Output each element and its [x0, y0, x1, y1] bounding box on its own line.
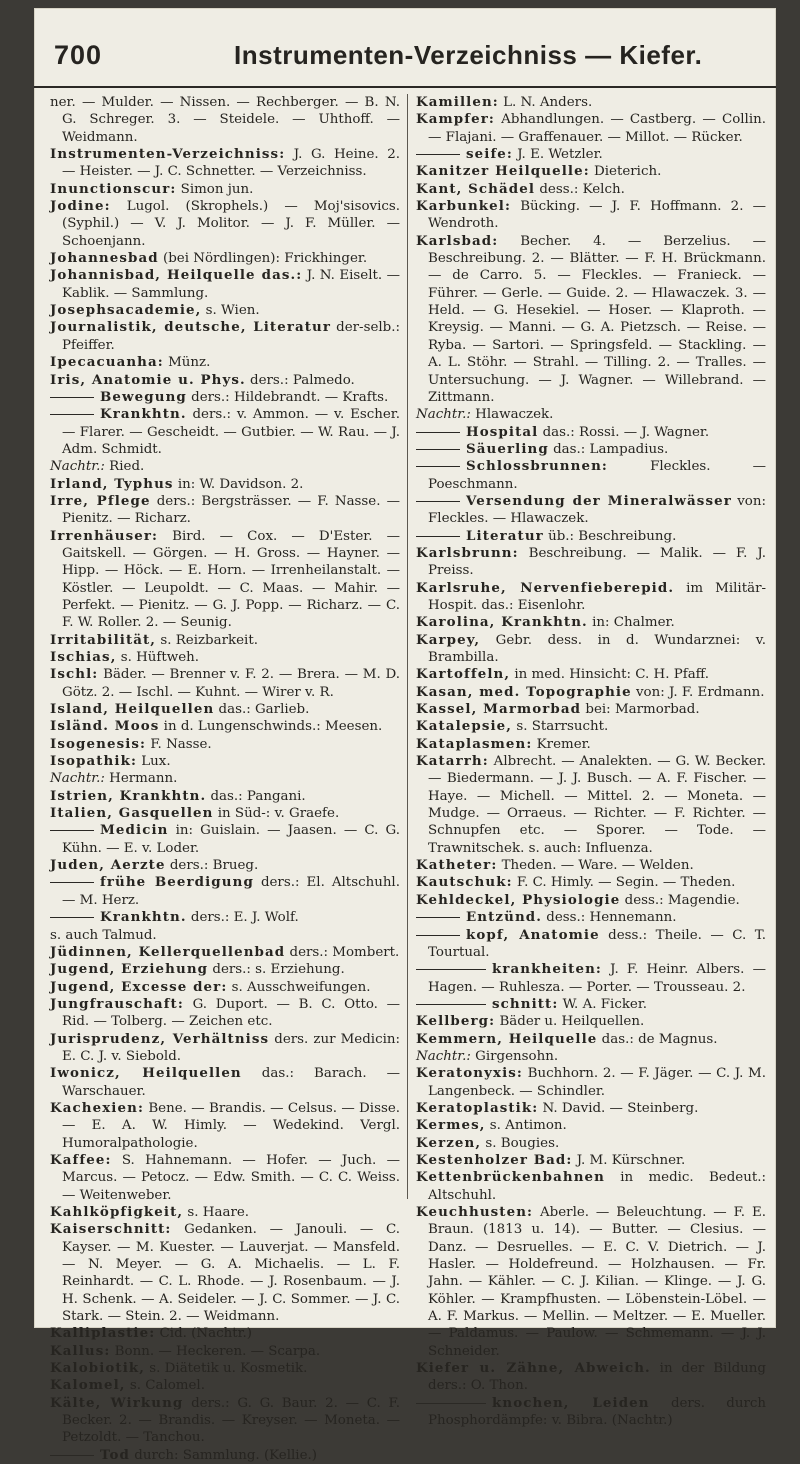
- entry-keyword: Kampfer:: [416, 111, 495, 128]
- entry-keyword: Katalepsie,: [416, 718, 513, 735]
- entry-text: dess.: Hennemann.: [542, 910, 677, 926]
- index-entry: [416, 701, 766, 718]
- entry-keyword: knochen, Leiden: [492, 1394, 650, 1411]
- entry-keyword: Josephsacademie,: [50, 302, 202, 319]
- entry-keyword: Johannesbad: [50, 250, 159, 267]
- index-entry: [416, 94, 766, 111]
- ditto-rule: [416, 432, 460, 433]
- entry-text: üb.: Beschreibung.: [543, 528, 677, 544]
- entry-text: (bei Nördlingen): Frickhinger.: [158, 251, 368, 267]
- index-entry: [50, 666, 400, 701]
- index-entry: [50, 302, 400, 319]
- entry-keyword: Kartoffeln,: [416, 666, 511, 683]
- index-entry: [50, 181, 400, 198]
- entry-text: bei: Marmorbad.: [581, 702, 700, 718]
- index-entry: [416, 718, 766, 735]
- index-entry: [50, 354, 400, 371]
- entry-keyword: Kant, Schädel: [416, 180, 536, 197]
- entry-keyword: Kautschuk:: [416, 874, 513, 891]
- ditto-rule: [50, 1455, 94, 1456]
- index-entry: [50, 753, 400, 770]
- index-entry: [50, 979, 400, 996]
- entry-keyword: Juden, Aerzte: [50, 857, 166, 874]
- entry-text: Bücking. — J. F. Hoffmann. 2. — Wendroth.: [428, 199, 766, 232]
- entry-keyword: Johannisbad, Heilquelle das.:: [50, 267, 303, 284]
- entry-text: ders.: Brueg.: [165, 858, 259, 874]
- entry-text: ders. zur Medicin: E. C. J. v. Siebold.: [62, 1031, 400, 1064]
- index-entry: [416, 441, 766, 458]
- entry-keyword: Keuchhusten:: [416, 1204, 534, 1220]
- index-entry: [50, 961, 400, 978]
- entry-keyword: Karpey,: [416, 631, 481, 648]
- entry-text: ders.: El. Altschuhl. — M. Herz.: [62, 875, 400, 908]
- addendum-label: Nachtr.:: [50, 459, 105, 475]
- entry-text: ders. durch Phosphordämpfe: v. Bibra. (Nachtr.): [428, 1395, 766, 1429]
- entry-keyword: Schlossbrunnen:: [466, 458, 608, 475]
- index-entry: [416, 892, 766, 909]
- ditto-rule: [50, 917, 94, 918]
- entry-text: J. E. Wetzler.: [512, 147, 603, 163]
- page-header: [34, 38, 776, 88]
- entry-text: L. N. Anders.: [498, 95, 593, 110]
- entry-text: Dieterich.: [589, 164, 662, 180]
- ditto-rule: [50, 882, 94, 883]
- entry-text: Ried.: [104, 459, 145, 475]
- index-entry: [50, 632, 400, 649]
- entry-keyword: Kachexien:: [50, 1099, 144, 1116]
- index-entry: [416, 753, 766, 857]
- entry-keyword: Journalistik, deutsche, Literatur: [50, 319, 332, 336]
- entry-text: J. F. Heinr. Albers. — Hagen. — Ruhlesza. — Porter. — Trousseau. 2.: [428, 962, 766, 995]
- entry-keyword: seife:: [466, 146, 513, 163]
- entry-keyword: Karbunkel:: [416, 198, 512, 215]
- index-entry: [50, 1221, 400, 1325]
- entry-keyword: Kataplasmen:: [416, 735, 533, 752]
- entry-text: in der Bildung ders.: O. Thon.: [428, 1361, 766, 1394]
- ditto-rule: [416, 449, 460, 450]
- entry-text: s. Hüftweh.: [116, 650, 200, 665]
- entry-text: F. C. Himly. — Segin. — Theden.: [512, 875, 736, 891]
- entry-text: G. Duport. — B. C. Otto. — Rid. — Tolberg. — Zeichen etc.: [62, 996, 400, 1030]
- entry-text: in medic. Bedeut.: Altschuhl.: [428, 1170, 766, 1203]
- entry-keyword: Kalomel,: [50, 1377, 126, 1394]
- entry-text: Münz.: [163, 355, 211, 371]
- entry-text: von: Fleckles. — Hlawaczek.: [428, 493, 766, 527]
- ditto-rule: [416, 154, 460, 155]
- index-entry: [416, 1048, 766, 1065]
- entry-text: Kremer.: [532, 736, 591, 752]
- index-entry: [50, 1100, 400, 1152]
- entry-keyword: Isländ. Moos: [50, 718, 160, 735]
- index-entry: [50, 1152, 400, 1204]
- entry-text: Beschreibung. — Malik. — F. J. Preiss.: [428, 545, 766, 579]
- entry-keyword: Kassel, Marmorbad: [416, 701, 582, 718]
- entry-text: in d. Lungenschwinds.: Meesen.: [159, 719, 383, 735]
- index-entry: [416, 198, 766, 233]
- index-entry: [50, 701, 400, 718]
- ditto-rule: [416, 1004, 486, 1005]
- entry-text: Bird. — Cox. — D'Ester. — Gaitskell. — Görgen. — H. Gross. — Hayner. — Hipp. — Höck. — E. Horn. — Irrenheilanstalt. — Köstler. — Leupoldt. — C. Maas. — Mahir. — Perfekt. — Pienitz. — G. J. Popp. — Richarz. — C. F. W. Roller. 2. — Seunig.: [62, 528, 400, 631]
- entry-text: Bene. — Brandis. — Celsus. — Disse. — E. A. W. Himly. — Wedekind. Vergl. Humoralpathologie.: [62, 1100, 400, 1151]
- entry-keyword: Ischias,: [50, 649, 117, 665]
- page-number: 700: [54, 40, 103, 70]
- entry-keyword: Italien, Gasquellen: [50, 805, 214, 822]
- entry-keyword: kopf, Anatomie: [466, 926, 600, 943]
- entry-keyword: Irland, Typhus: [50, 475, 174, 492]
- entry-text: durch: Sammlung. (Kellie.): [130, 1447, 317, 1463]
- entry-keyword: Jüdinnen, Kellerquellenbad: [50, 943, 286, 960]
- entry-text: Fleckles. — Poeschmann.: [428, 459, 766, 492]
- entry-keyword: Kanitzer Heilquelle:: [416, 163, 590, 180]
- index-entry: [416, 163, 766, 180]
- index-entry: [416, 1169, 766, 1204]
- index-entry: [50, 1325, 400, 1342]
- index-entry: [50, 1395, 400, 1447]
- index-entry: [416, 961, 766, 996]
- index-entry: [416, 684, 766, 701]
- entry-text: s. Haare.: [183, 1205, 250, 1220]
- index-entry: [416, 614, 766, 631]
- entry-text: der-selb.: Pfeiffer.: [62, 320, 400, 353]
- index-entry: [50, 944, 400, 961]
- entry-text: in med. Hinsicht: C. H. Pfaff.: [510, 667, 709, 683]
- index-entry: [416, 857, 766, 874]
- ditto-rule: [416, 466, 460, 467]
- index-entry: [416, 874, 766, 891]
- entry-text: dess.: Theile. — C. T. Tourtual.: [428, 927, 766, 960]
- entry-text: ders.: Palmedo.: [245, 372, 355, 388]
- entry-keyword: Keratonyxis:: [416, 1065, 523, 1082]
- index-entry: [416, 493, 766, 528]
- index-entry: [416, 181, 766, 198]
- ditto-rule: [416, 1403, 486, 1404]
- entry-keyword: Kemmern, Heilquelle: [416, 1030, 598, 1047]
- entry-keyword: Kestenholzer Bad:: [416, 1151, 573, 1168]
- index-entry: [416, 406, 766, 423]
- entry-text: ders.: Bergsträsser. — F. Nasse. — Pienitz. — Richarz.: [62, 493, 400, 527]
- entry-text: Abhandlungen. — Castberg. — Collin. — Flajani. — Graffenauer. — Millot. — Rücker.: [428, 112, 766, 145]
- index-entry: [50, 1360, 400, 1377]
- index-entry: [416, 545, 766, 580]
- index-entry: [50, 874, 400, 909]
- index-entry: [50, 718, 400, 735]
- entry-keyword: frühe Beerdigung: [100, 874, 254, 891]
- entry-keyword: Katheter:: [416, 857, 498, 874]
- entry-text: Lugol. (Skrophels.) — Moj'sisovics. (Syphil.) — V. J. Molitor. — J. F. Müller. — Schoenjann.: [62, 199, 400, 249]
- entry-text: in: Chalmer.: [587, 615, 675, 631]
- ditto-rule: [50, 414, 94, 415]
- entry-keyword: Ipecacuanha:: [50, 354, 164, 371]
- entry-text: s. Ausschweifungen.: [227, 979, 371, 995]
- column-divider: [407, 94, 408, 1199]
- entry-keyword: Irritabilität,: [50, 631, 157, 648]
- entry-text: Cid. (Nachtr.): [155, 1326, 252, 1342]
- entry-text: J. N. Eiselt. — Kablik. — Sammlung.: [62, 268, 400, 301]
- entry-text: dess.: Kelch.: [535, 181, 625, 197]
- index-entry: [50, 493, 400, 528]
- index-entry: [416, 1031, 766, 1048]
- index-entry: [50, 267, 400, 302]
- entry-keyword: Irre, Pflege: [50, 492, 151, 509]
- index-entry: [416, 1152, 766, 1169]
- entry-text: Aberle. — Beleuchtung. — F. E. Braun. (1813 u. 14). — Butter. — Clesius. — Danz. — Desruelles. — E. C. V. Dietrich. — J. Hasler. — Holdefreund. — Holzhausen. — Fr. Jahn. — Kähler. — C. J. Kilian. — Klinge. — J. G. Köhler. — Krampfhusten. — Löbenstein-Löbel. — A. F. Markus. — Mellin. — Meltzer. — E. Mueller. — Paldamus. — Paulow. — Schmemann. — J. J. Schneider.: [428, 1205, 766, 1359]
- entry-text: das.: Barach. — Warschauer.: [62, 1066, 400, 1099]
- index-entry: [416, 1100, 766, 1117]
- entry-keyword: Medicin: [100, 822, 169, 839]
- index-entry: [416, 666, 766, 683]
- entry-keyword: Karlsbad:: [416, 232, 499, 249]
- index-entry: [416, 1013, 766, 1030]
- entry-keyword: schnitt:: [492, 995, 559, 1012]
- entry-keyword: Kamillen:: [416, 94, 499, 110]
- entry-keyword: Tod: [100, 1446, 131, 1463]
- entry-keyword: Literatur: [466, 527, 544, 544]
- index-entry: [416, 233, 766, 406]
- entry-keyword: krankheiten:: [492, 961, 602, 978]
- entry-keyword: Kerzen,: [416, 1134, 482, 1151]
- entry-keyword: Kettenbrückenbahnen: [416, 1169, 605, 1186]
- entry-keyword: Ischl:: [50, 666, 99, 683]
- entry-text: ders.: E. J. Wolf.: [186, 910, 299, 926]
- entry-keyword: Iris, Anatomie u. Phys.: [50, 371, 246, 388]
- entry-keyword: Kalliplastie:: [50, 1325, 156, 1342]
- entry-text: das.: de Magnus.: [597, 1031, 718, 1047]
- ditto-rule: [416, 969, 486, 970]
- index-entry: [416, 1204, 766, 1360]
- index-entry: [50, 406, 400, 458]
- entry-keyword: Kallus:: [50, 1342, 111, 1359]
- entry-text: in: Guislain. — Jaasen. — C. G. Kühn. — E. v. Loder.: [62, 823, 400, 856]
- index-entry: [416, 528, 766, 545]
- entry-text: s. Calomel.: [125, 1378, 205, 1394]
- left-column: [50, 94, 401, 1463]
- entry-keyword: Jugend, Excesse der:: [50, 978, 228, 995]
- entry-text: ner. — Mulder. — Nissen. — Rechberger. — B. N. G. Schreger. 3. — Steidele. — Uhthoff. — Weidmann.: [50, 95, 400, 145]
- entry-text: ders.: G. G. Baur. 2. — C. F. Becker. 2. — Brandis. — Kreyser. — Moneta. — Petzoldt. — Tanchou.: [62, 1395, 401, 1446]
- entry-text: ders.: s. Erziehung.: [208, 962, 345, 978]
- entry-text: Hlawaczek.: [470, 407, 554, 423]
- entry-keyword: Kaffee:: [50, 1151, 112, 1168]
- entry-text: s. auch Talmud.: [50, 927, 157, 943]
- index-entry: [50, 857, 400, 874]
- entry-text: Bäder. — Brenner v. F. 2. — Brera. — M. D. Götz. 2. — Ischl. — Kuhnt. — Wirer v. R.: [62, 667, 400, 700]
- entry-text: das.: Garlieb.: [214, 702, 310, 718]
- entry-text: s. Starrsucht.: [512, 719, 609, 735]
- entry-keyword: Jugend, Erziehung: [50, 961, 209, 978]
- index-entry: [50, 528, 400, 632]
- ditto-rule: [416, 917, 460, 918]
- index-entry: [50, 476, 400, 493]
- entry-keyword: Isopathik:: [50, 753, 138, 770]
- entry-keyword: Jodine:: [50, 198, 111, 215]
- entry-keyword: Instrumenten-Verzeichniss:: [50, 146, 286, 163]
- entry-text: ders.: Mombert.: [285, 944, 400, 960]
- entry-text: Simon jun.: [176, 181, 254, 197]
- entry-keyword: Säuerling: [466, 440, 549, 457]
- entry-text: Albrecht. — Analekten. — G. W. Becker. — Biedermann. — J. J. Busch. — A. F. Fischer. — Haye. — Michell. — Mittel. 2. — Moneta. — Mudge. — Orraeus. — Richter. — F. Richter. — Schnupfen etc. — Sporer. — Tode. — Trawnitschek. s. auch: Influenza.: [428, 754, 766, 856]
- index-entry: [50, 996, 400, 1031]
- entry-text: s. Antimon.: [485, 1118, 567, 1134]
- entry-keyword: Krankhtn.: [100, 909, 187, 926]
- entry-text: im Militär-Hospit. das.: Eisenlohr.: [428, 580, 766, 613]
- index-entry: [416, 580, 766, 615]
- entry-text: s. Bougies.: [481, 1135, 560, 1151]
- entry-keyword: Karlsruhe, Nervenfieberepid.: [416, 579, 675, 596]
- entry-text: ders.: Hildebrandt. — Krafts.: [186, 389, 389, 405]
- index-entry: [50, 1377, 400, 1394]
- index-entry: [50, 94, 400, 146]
- entry-keyword: Kehldeckel, Physiologie: [416, 891, 621, 908]
- ditto-rule: [416, 501, 460, 502]
- entry-keyword: Kaiserschnitt:: [50, 1221, 172, 1238]
- right-column: [416, 94, 766, 1429]
- index-entry: [50, 909, 400, 926]
- index-entry: [416, 736, 766, 753]
- index-entry: [416, 1135, 766, 1152]
- entry-text: das.: Lampadius.: [548, 441, 669, 457]
- entry-text: Hermann.: [104, 771, 178, 787]
- entry-keyword: Irrenhäuser:: [50, 527, 159, 544]
- index-entry: [50, 372, 400, 389]
- index-entry: [50, 1343, 400, 1360]
- entry-keyword: Kahlköpfigkeit,: [50, 1204, 184, 1220]
- index-entry: [416, 996, 766, 1013]
- entry-text: dess.: Magendie.: [620, 892, 740, 908]
- index-entry: [416, 1395, 766, 1430]
- entry-keyword: Karlsbrunn:: [416, 544, 519, 561]
- entry-text: Becher. 4. — Berzelius. — Beschreibung. 2. — Blätter. — F. H. Brückmann. — de Carro. 5. — Fleckles. — Franieck. — Führer. — Gerle. — Guide. 2. — Hlawaczek. 3. — Held. — G. Hesekiel. — Hoser. — Klaproth. — Kreysig. — Manni. — G. A. Pietzsch. — Reise. — Ryba. — Sartori. — Springsfeld. — Stackling. — A. L. Stöhr. — Strahl. — Tilling. 2. — Tralles. — Untersuchung. — J. Wagner. — Willebrand. — Zittmann.: [428, 233, 766, 405]
- entry-keyword: Iwonicz, Heilquellen: [50, 1065, 242, 1082]
- entry-text: S. Hahnemann. — Hofer. — Juch. — Marcus. — Petocz. — Edw. Smith. — C. C. Weiss. — Weitenweber.: [62, 1152, 400, 1203]
- index-entry: [50, 770, 400, 787]
- entry-keyword: Kasan, med. Topographie: [416, 683, 632, 700]
- running-title: Instrumenten-Verzeichniss — Kiefer.: [234, 40, 703, 70]
- index-entry: [50, 1065, 400, 1100]
- index-entry: [50, 927, 400, 944]
- entry-text: in: W. Davidson. 2.: [173, 476, 304, 492]
- index-entry: [50, 198, 400, 250]
- entry-keyword: Kermes,: [416, 1117, 486, 1134]
- entry-text: W. A. Ficker.: [558, 996, 648, 1012]
- entry-text: J. M. Kürschner.: [572, 1152, 686, 1168]
- index-entry: [50, 736, 400, 753]
- entry-text: in Süd-: v. Graefe.: [213, 806, 340, 822]
- index-entry: [50, 319, 400, 354]
- entry-text: s. Wien.: [201, 303, 260, 319]
- book-page: [34, 8, 776, 1463]
- entry-keyword: Island, Heilquellen: [50, 701, 215, 718]
- index-entry: [416, 424, 766, 441]
- ditto-rule: [416, 536, 460, 537]
- entry-text: Gedanken. — Janouli. — C. Kayser. — M. Kuester. — Lauverjat. — Mansfeld. — N. Meyer. — G. A. Michaelis. — L. F. Reinhardt. — C. L. Rhode. — J. Rosenbaum. — J. H. Schenk. — A. Seideler. — J. C. Sommer. — J. C. Stark. — Stein. 2. — Weidmann.: [62, 1222, 400, 1325]
- index-entry: [416, 458, 766, 493]
- entry-text: Buchhorn. 2. — F. Jäger. — C. J. M. Langenbeck. — Schindler.: [428, 1066, 766, 1099]
- entry-text: s. Diätetik u. Kosmetik.: [145, 1361, 308, 1377]
- entry-text: Gebr. dess. in d. Wundarznei: v. Brambilla.: [428, 632, 766, 665]
- entry-keyword: Hospital: [466, 423, 539, 440]
- index-entry: [416, 1360, 766, 1395]
- index-entry: [50, 389, 400, 406]
- entry-text: das.: Rossi. — J. Wagner.: [538, 424, 710, 440]
- entry-keyword: Inunctionscur:: [50, 180, 177, 197]
- entry-keyword: Entzünd.: [466, 909, 543, 926]
- entry-keyword: Isogenesis:: [50, 735, 147, 752]
- index-entry: [416, 909, 766, 926]
- index-entry: [416, 146, 766, 163]
- entry-keyword: Bewegung: [100, 388, 187, 405]
- entry-keyword: Kiefer u. Zähne, Abweich.: [416, 1360, 651, 1377]
- entry-text: Theden. — Ware. — Welden.: [497, 858, 694, 874]
- addendum-label: Nachtr.:: [416, 1048, 471, 1064]
- ditto-rule: [416, 935, 460, 936]
- entry-text: N. David. — Steinberg.: [538, 1100, 699, 1116]
- entry-keyword: Kellberg:: [416, 1013, 496, 1030]
- entry-keyword: Istrien, Krankhtn.: [50, 787, 207, 804]
- entry-text: F. Nasse.: [146, 736, 212, 752]
- index-entry: [50, 649, 400, 666]
- index-entry: [50, 458, 400, 475]
- index-entry: [50, 250, 400, 267]
- entry-text: das.: Pangani.: [206, 788, 306, 804]
- index-entry: [416, 1117, 766, 1134]
- entry-keyword: Kalobiotik,: [50, 1360, 146, 1377]
- index-entry: [50, 805, 400, 822]
- entry-text: Bonn. — Heckeren. — Scarpa.: [110, 1343, 321, 1359]
- entry-keyword: Jurisprudenz, Verhältniss: [50, 1030, 270, 1047]
- entry-keyword: Keratoplastik:: [416, 1099, 539, 1116]
- index-entry: [50, 788, 400, 805]
- entry-keyword: Kälte, Wirkung: [50, 1394, 184, 1411]
- entry-text: von: J. F. Erdmann.: [631, 684, 765, 700]
- entry-text: Girgensohn.: [470, 1048, 559, 1064]
- entry-text: ders.: v. Ammon. — v. Escher. — Flarer. — Gescheidt. — Gutbier. — W. Rau. — J. Adm. Schmidt.: [62, 407, 400, 457]
- entry-keyword: Versendung der Mineralwässer: [466, 492, 732, 509]
- index-entry: [416, 111, 766, 146]
- ditto-rule: [50, 830, 94, 831]
- entry-keyword: Krankhtn.: [100, 406, 187, 423]
- index-entry: [50, 1031, 400, 1066]
- index-entry: [50, 146, 400, 181]
- entry-text: Lux.: [137, 754, 171, 770]
- entry-text: s. Reizbarkeit.: [156, 632, 258, 648]
- entry-text: Bäder u. Heilquellen.: [495, 1014, 645, 1030]
- index-entry: [50, 1204, 400, 1221]
- index-entry: [416, 927, 766, 962]
- index-entry: [416, 1065, 766, 1100]
- index-entry: [50, 1447, 400, 1464]
- addendum-label: Nachtr.:: [50, 771, 105, 787]
- ditto-rule: [50, 397, 94, 398]
- entry-keyword: Jungfrauschaft:: [50, 995, 184, 1012]
- addendum-label: Nachtr.:: [416, 407, 471, 423]
- index-entry: [50, 822, 400, 857]
- entry-keyword: Katarrh:: [416, 753, 489, 770]
- entry-keyword: Karolina, Krankhtn.: [416, 614, 588, 631]
- index-entry: [416, 632, 766, 667]
- entry-text: J. G. Heine. 2. — Heister. — J. C. Schnetter. — Verzeichniss.: [62, 147, 400, 180]
